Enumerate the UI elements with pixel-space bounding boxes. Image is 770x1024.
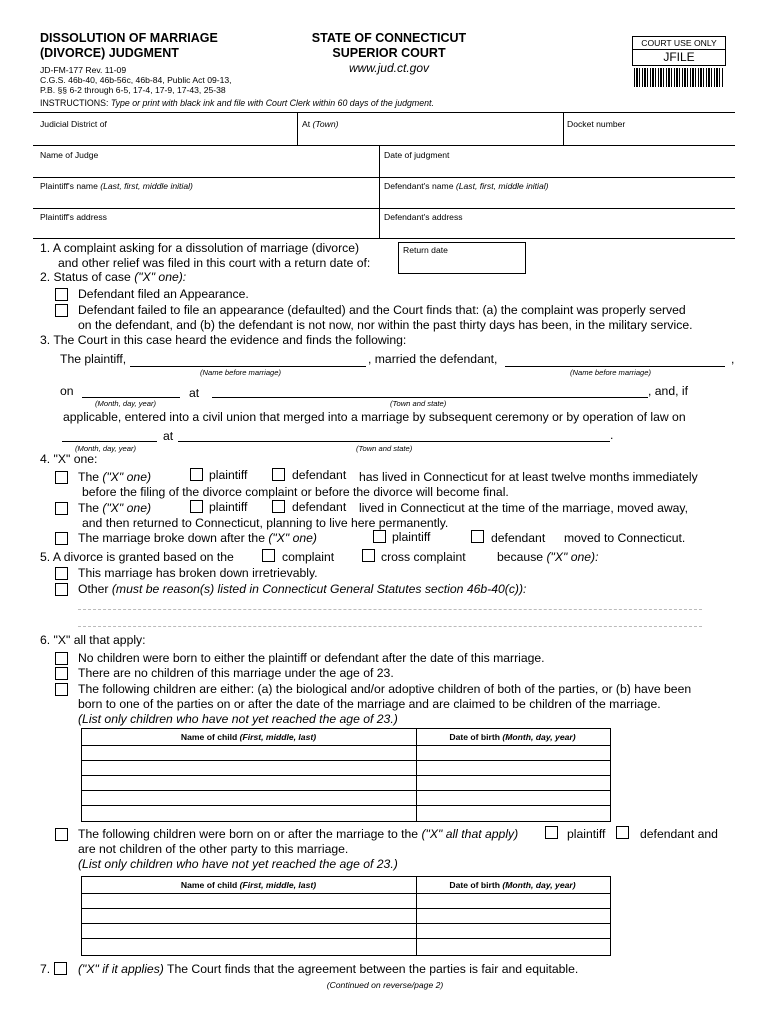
s6-no-children-23-checkbox[interactable] [55,667,68,680]
s4-b-plaintiff: plaintiff [209,500,248,514]
s4-c-plaintiff-checkbox[interactable] [373,530,386,543]
form-number: JD-FM-177 Rev. 11-09 C.G.S. 46b-40, 46b-56c, 46b-84, Public Act 09-13, P.B. §§ 6-2 through 6-5, 17-4, 17-9, 17-43, 25-38 [40,65,232,95]
defendant-name-field[interactable]: Defendant's name (Last, first, middle initial) [384,181,549,191]
s4-b-the: The ("X" one) [78,501,152,515]
s5-irretrievable-checkbox[interactable] [55,567,68,580]
s4-a-defendant-checkbox[interactable] [272,468,285,481]
s3-cap-date2: (Month, day, year) [75,444,137,453]
civil-union-town-input[interactable] [178,441,610,442]
s3-applicable: applicable, entered into a civil union that merged into a marriage by subsequent ceremony or by operation of law on [63,410,686,424]
t1-col-name: Name of child (First, middle, last) [180,732,317,742]
judgment-date-field[interactable]: Date of judgment [384,150,450,160]
s4-heading: 4. "X" one: [40,452,98,466]
s2-default-checkbox[interactable] [55,304,68,317]
s2-opt1: Defendant filed an Appearance. [78,287,249,301]
s3-at-label: at [189,386,200,400]
s4-c-text: The marriage broke down after the ("X" one) [78,531,317,545]
s3-cap-town: (Town and state) [390,399,447,408]
s6-opt4-plaintiff: plaintiff [567,827,606,841]
s4-c-plaintiff: plaintiff [392,530,431,544]
s4-c-defendant: defendant [491,531,546,545]
s4-a-plaintiff-checkbox[interactable] [190,468,203,481]
s5-because: because ("X" one): [497,550,599,564]
s3-cap-name2: (Name before marriage) [570,368,652,377]
s4-a-checkbox[interactable] [55,471,68,484]
court-heading: STATE OF CONNECTICUT SUPERIOR COURT www.jud.ct.gov [311,31,467,75]
court-use-box: COURT USE ONLY JFILE [632,36,726,66]
civil-union-date-input[interactable] [62,441,157,442]
s4-a-plaintiff: plaintiff [209,468,248,482]
s5-cross: cross complaint [381,550,466,564]
s6-opt4-defendant-checkbox[interactable] [616,826,629,839]
s2-opt2: Defendant failed to file an appearance (defaulted) and the Court finds that: (a) the complaint was properly served on the defendant, and (b) the defendant is not now, nor within the past thirty days has been, in the military service. [78,303,693,332]
s6-opt4: The following children were born on or after the marriage to the ("X" all that apply) are not children of the other party to this marriage. (List only children who have not yet reached the age of 23.) [78,827,519,871]
s6-heading: 6. "X" all that apply: [40,633,146,647]
s5-opt1: This marriage has broken down irretrievably. [78,566,318,580]
s4-a-text1: has lived in Connecticut for at least twelve months immediately [359,470,698,484]
s6-children-checkbox[interactable] [55,683,68,696]
instructions: INSTRUCTIONS: Type or print with black ink and file with Court Clerk within 60 days of the judgment. [40,98,434,108]
s3-at2-label: at [163,429,174,443]
s4-a-text2: before the filing of the divorce complaint or before the divorce will become final. [82,485,509,499]
s5-other-checkbox[interactable] [55,583,68,596]
s4-c-checkbox[interactable] [55,532,68,545]
s5-other: Other (must be reason(s) listed in Connecticut General Statutes section 46b-40(c)): [78,582,527,596]
t1-col-dob: Date of birth (Month, day, year) [449,732,576,742]
s4-b-plaintiff-checkbox[interactable] [190,500,203,513]
s7-checkbox[interactable] [54,962,67,975]
at-town-field[interactable]: At (Town) [302,119,339,129]
s7-text: ("X" if it applies) The Court finds that the agreement between the parties is fair and equitable. [78,962,579,976]
s3-and-if: , and, if [648,384,688,398]
s4-b-defendant: defendant [292,500,347,514]
s4-c-defendant-checkbox[interactable] [471,530,484,543]
s3-comma: , [731,352,735,366]
s3-period: . [610,428,614,442]
s5-complaint: complaint [282,550,335,564]
other-reason-line-1[interactable] [78,609,702,610]
return-date-box[interactable]: Return date [398,242,526,274]
s3-cap-date: (Month, day, year) [95,399,157,408]
s6-opt2: There are no children of this marriage under the age of 23. [78,666,394,680]
s2-appearance-checkbox[interactable] [55,288,68,301]
s6-other-party-checkbox[interactable] [55,828,68,841]
s6-opt4-defendant: defendant and [640,827,718,841]
marriage-town-input[interactable] [212,397,648,398]
s3-married-label: , married the defendant, [368,352,498,366]
s6-no-children-checkbox[interactable] [55,652,68,665]
plaintiff-maiden-name-input[interactable] [130,366,366,367]
s4-b-checkbox[interactable] [55,502,68,515]
judicial-district-field[interactable]: Judicial District of [40,119,107,129]
form-title: DISSOLUTION OF MARRIAGE (DIVORCE) JUDGMENT [40,31,218,60]
s4-b-text1: lived in Connecticut at the time of the marriage, moved away, [359,501,688,515]
s5-cross-complaint-checkbox[interactable] [362,549,375,562]
s4-c-moved: moved to Connecticut. [564,531,686,545]
s3-heading: 3. The Court in this case heard the evidence and finds the following: [40,333,407,347]
docket-number-field[interactable]: Docket number [567,119,626,129]
plaintiff-address-field[interactable]: Plaintiff's address [40,212,107,222]
barcode [634,68,724,87]
s6-opt1: No children were born to either the plaintiff or defendant after the date of this marriage. [78,651,545,665]
s6-opt4-plaintiff-checkbox[interactable] [545,826,558,839]
t2-col-name: Name of child (First, middle, last) [180,880,317,890]
continued-note: (Continued on reverse/page 2) [326,980,444,990]
s3-plaintiff-label: The plaintiff, [60,352,127,366]
marriage-date-input[interactable] [82,397,180,398]
s1-text: 1. A complaint asking for a dissolution of marriage (divorce) and other relief was filed in this court with a return date of: [40,241,371,270]
s2-heading: 2. Status of case ("X" one): [40,270,187,284]
plaintiff-name-field[interactable]: Plaintiff's name (Last, first, middle initial) [40,181,193,191]
s4-b-text2: and then returned to Connecticut, planning to live here permanently. [82,516,449,530]
other-reason-line-2[interactable] [78,626,702,627]
defendant-address-field[interactable]: Defendant's address [384,212,463,222]
s4-a-the: The ("X" one) [78,470,152,484]
s7-num: 7. [40,962,51,976]
s5-heading: 5. A divorce is granted based on the [40,550,234,564]
s3-cap-name1: (Name before marriage) [200,368,282,377]
s4-b-defendant-checkbox[interactable] [272,500,285,513]
t2-col-dob: Date of birth (Month, day, year) [449,880,576,890]
defendant-maiden-name-input[interactable] [505,366,725,367]
s6-opt3: The following children are either: (a) the biological and/or adoptive children of both of the parties, or (b) have been born to one of the parties on or after the date of the marriage and are claimed to be children of the marriage. (List only children who have not yet reached the age of 23.) [78,682,692,726]
s4-a-defendant: defendant [292,468,347,482]
s3-cap-town2: (Town and state) [356,444,413,453]
s5-complaint-checkbox[interactable] [262,549,275,562]
s3-on-label: on [60,384,74,398]
judge-name-field[interactable]: Name of Judge [40,150,99,160]
